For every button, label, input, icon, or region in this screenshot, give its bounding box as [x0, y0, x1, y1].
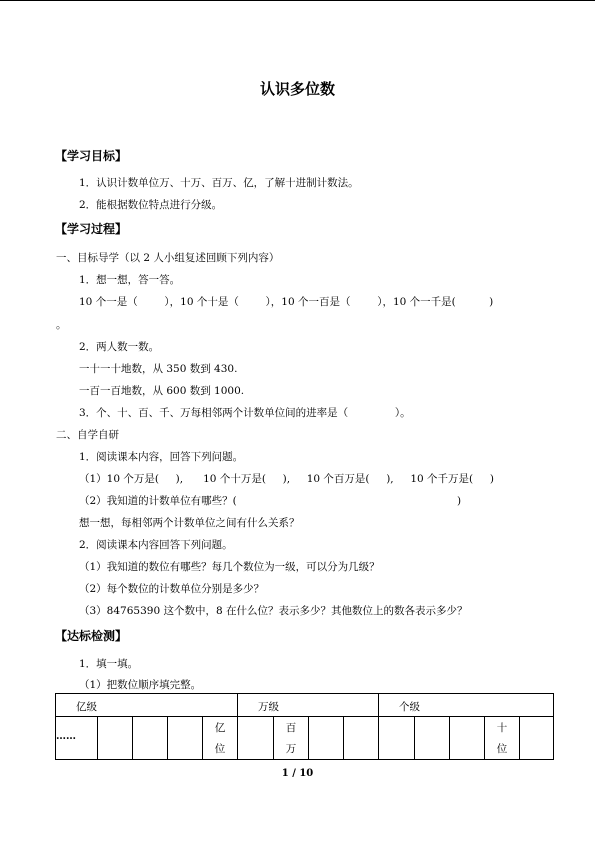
reading-2: 2．阅读课本内容回答下列问题。 — [79, 539, 233, 551]
place-value-table — [55, 693, 554, 760]
test-1: 1．填一填。 — [79, 658, 139, 670]
question-2-b: 一百一百地数，从 600 数到 1000. — [79, 385, 245, 397]
reading-1: 1．阅读课本内容，回答下列问题。 — [79, 451, 244, 463]
reading-1-c: 想一想，每相邻两个计数单位之间有什么关系？ — [79, 517, 300, 529]
blank-cell[interactable] — [450, 717, 485, 760]
question-1-blanks: 10 个一是（ ），10 个十是（ ），10 个一百是（ ），10 个一千是( ) — [79, 296, 494, 308]
goal-item: 1．认识计数单位万、十万、百万、亿，了解十进制计数法。 — [79, 177, 359, 189]
group-ge — [379, 694, 554, 717]
header-rule — [0, 0, 595, 1]
ellipsis-cell — [56, 717, 98, 760]
group-ge-label: 个级 — [399, 701, 421, 713]
question-1: 1．想一想，答一答。 — [79, 274, 181, 286]
yi-bottom: 位 — [214, 743, 226, 755]
shi-top: 十 — [496, 722, 508, 734]
group-yi-label: 亿级 — [76, 701, 97, 713]
blank-cell[interactable] — [344, 717, 379, 760]
blank-cell[interactable] — [133, 717, 168, 760]
reading-2-a: （1）我知道的数位有哪些？每几个数位为一级，可以分为几级？ — [79, 561, 380, 573]
baiwan-top: 百 — [285, 722, 297, 734]
shi-bottom: 位 — [496, 743, 508, 755]
blank-cell[interactable] — [379, 717, 415, 760]
group-yi — [56, 694, 238, 717]
reading-1-b: （2）我知道的计数单位有哪些？( ) — [79, 495, 462, 507]
page-number: 1 / 10 — [281, 768, 314, 779]
reading-1-a: （1）10 个万是( ), 10 个十万是( ), 10 个百万是( ), 10 个千万是( ) — [79, 473, 494, 485]
heading-goals: 【学习目标】 — [55, 149, 128, 163]
baiwan-cell — [274, 717, 309, 760]
yi-cell — [203, 717, 238, 760]
blank-cell[interactable] — [309, 717, 344, 760]
question-1-tail: 。 — [56, 319, 67, 331]
blank-cell[interactable] — [520, 717, 554, 760]
question-2-a: 一十一十地数，从 350 数到 430. — [79, 363, 238, 375]
blank-cell[interactable] — [98, 717, 133, 760]
baiwan-bottom: 万 — [285, 743, 297, 755]
group-wan-label: 万级 — [258, 701, 280, 713]
page-title: 认识多位数 — [259, 80, 335, 98]
yi-top: 亿 — [214, 722, 226, 734]
ellipsis: …… — [56, 731, 76, 742]
question-3: 3．个、十、百、千、万每相邻两个计数单位间的进率是（ ）。 — [79, 407, 411, 419]
test-1-a: （1）把数位顺序填完整。 — [79, 679, 202, 691]
part2-title: 二、自学自研 — [56, 429, 119, 441]
question-2: 2．两人数一数。 — [79, 341, 160, 353]
reading-2-b: （2）每个数位的计数单位分别是多少？ — [79, 583, 265, 595]
reading-2-c: （3）84765390 这个数中，8 在什么位？表示多少？其他数位上的数各表示多少？ — [79, 605, 468, 617]
shi-cell — [485, 717, 520, 760]
heading-test: 【达标检测】 — [55, 629, 128, 643]
blank-cell[interactable] — [168, 717, 203, 760]
group-wan — [238, 694, 379, 717]
blank-cell[interactable] — [238, 717, 274, 760]
part1-title: 一、目标导学（以 2 人小组复述回顾下列内容） — [56, 252, 280, 264]
blank-cell[interactable] — [415, 717, 450, 760]
heading-process: 【学习过程】 — [55, 222, 128, 236]
goal-item: 2．能根据数位特点进行分级。 — [79, 199, 223, 211]
